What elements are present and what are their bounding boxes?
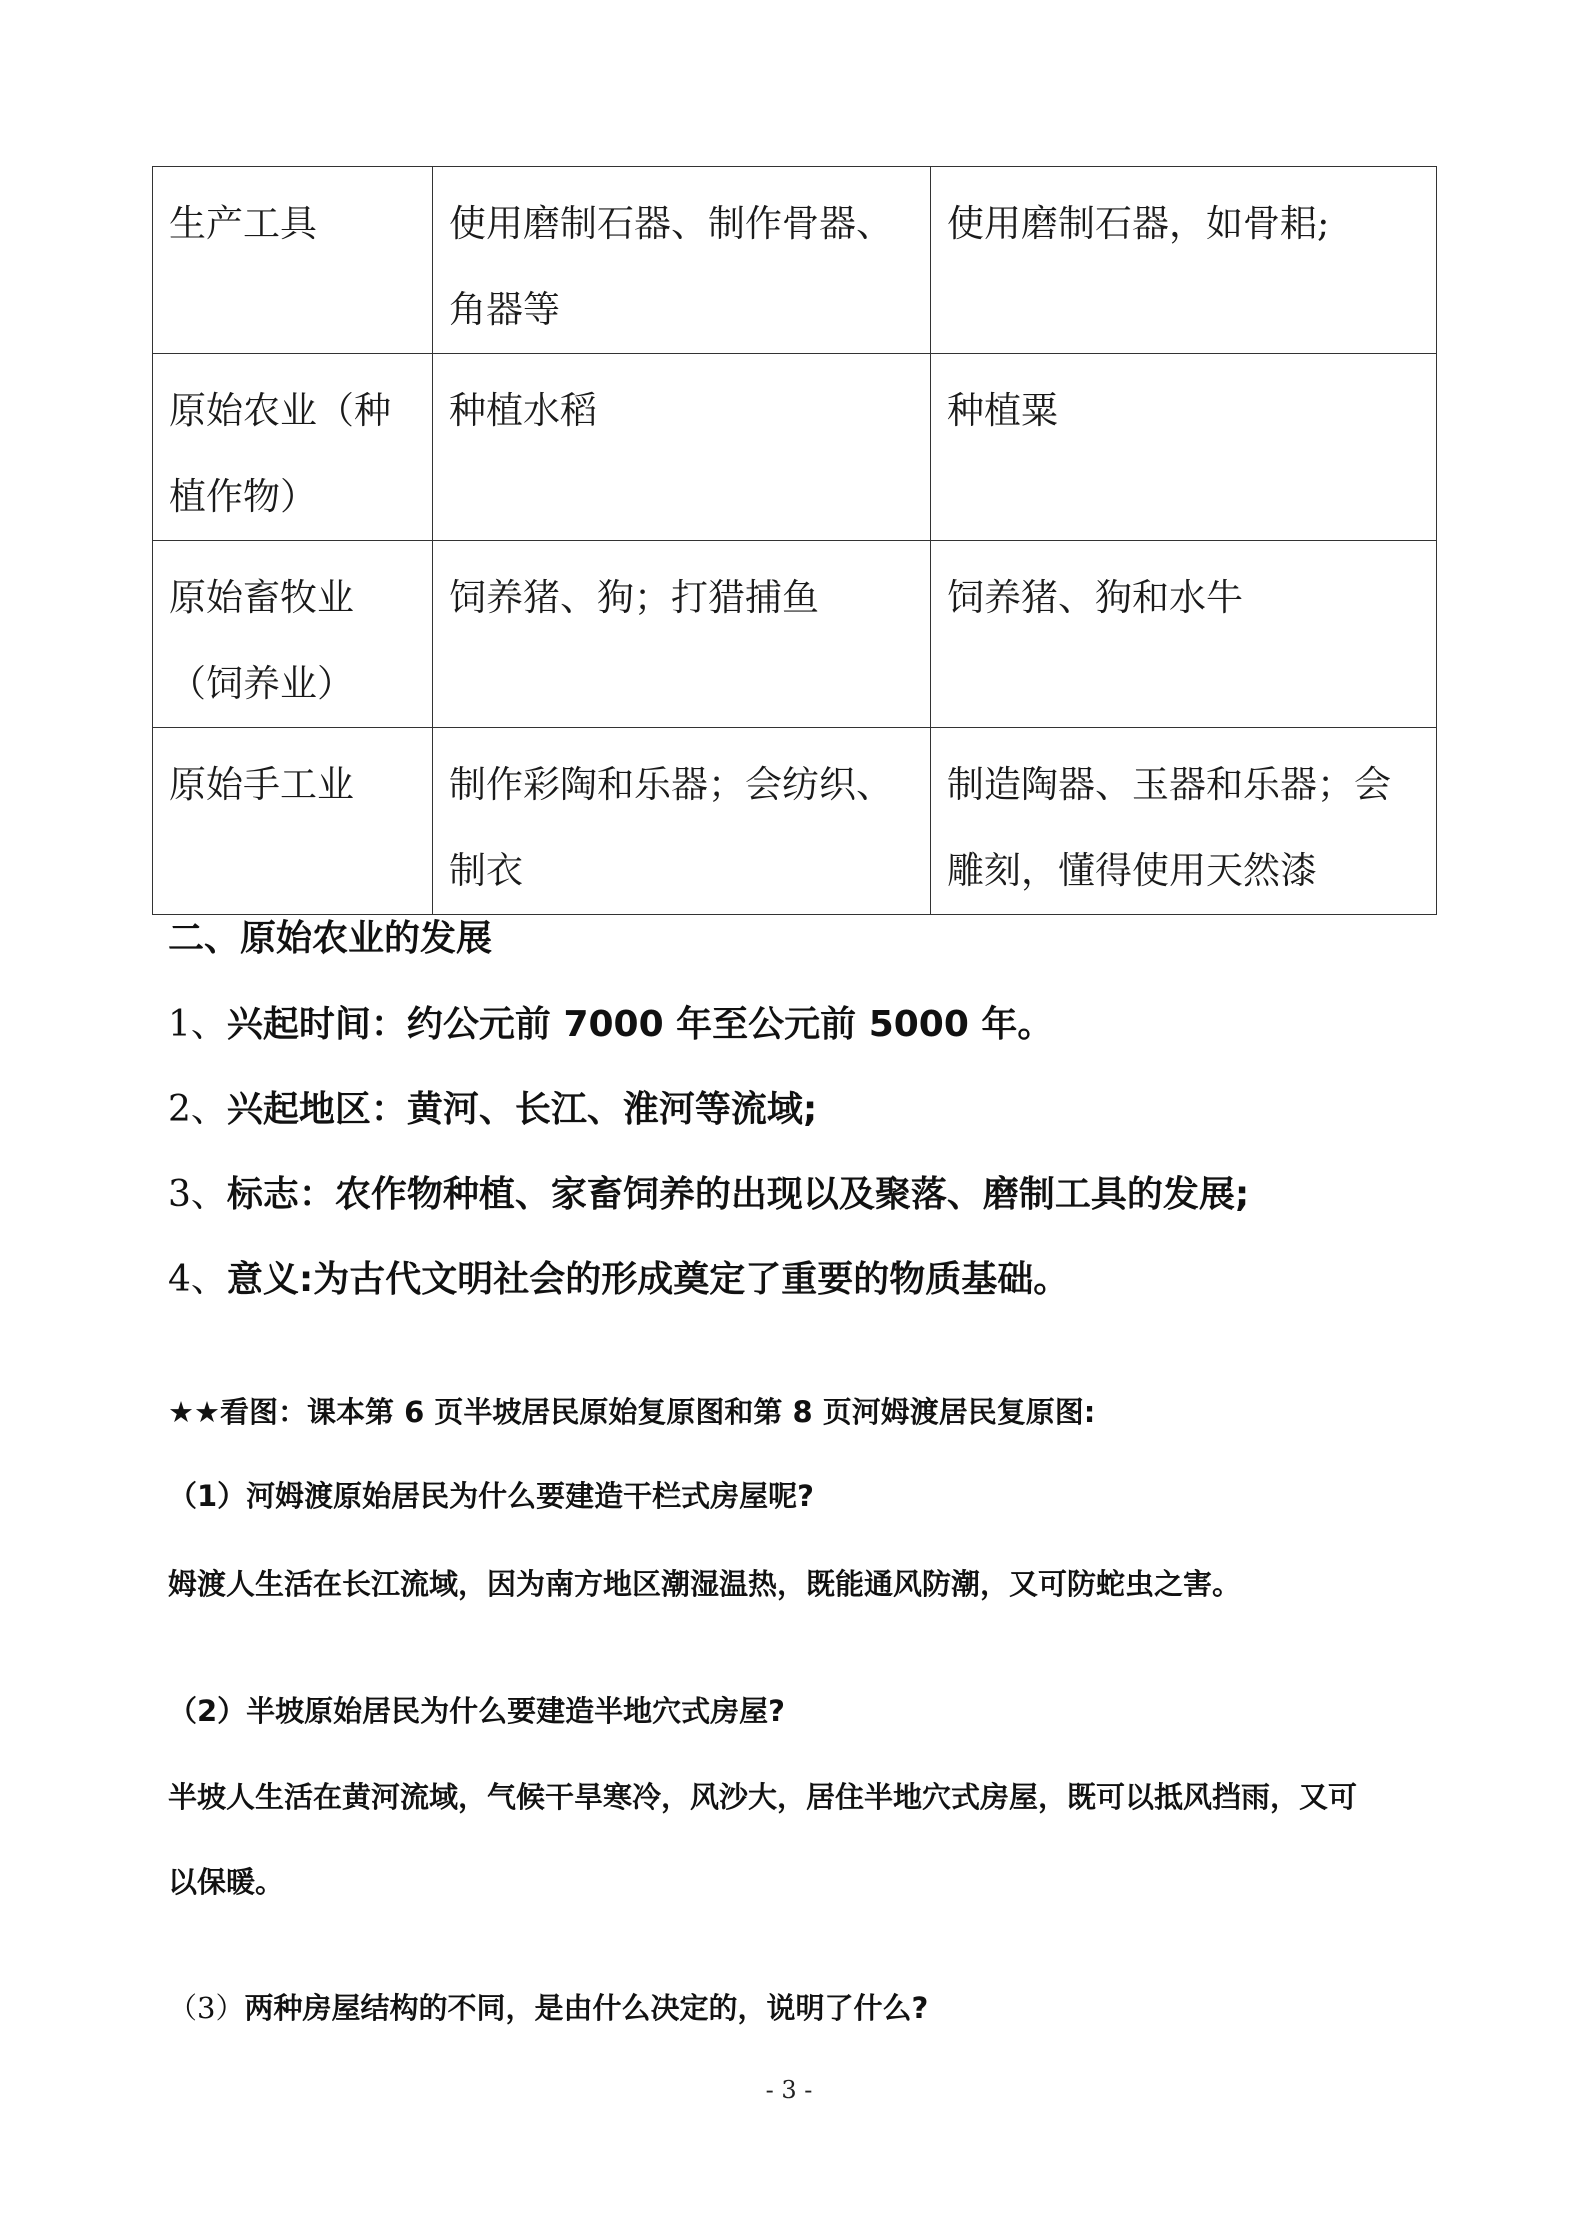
item-number: 1、 (168, 1004, 227, 1045)
question-text: 两种房屋结构的不同，是由什么决定的，说明了什么? (244, 1991, 929, 2025)
table-row (153, 541, 1437, 728)
list-item (168, 996, 1053, 1047)
table-cell: 制作彩陶和乐器；会纺织、制衣 (433, 728, 931, 915)
table-row (153, 167, 1437, 354)
table-cell: 生产工具 (153, 167, 433, 354)
table-cell: 制造陶器、玉器和乐器；会雕刻，懂得使用天然漆 (931, 728, 1437, 915)
list-item (168, 1166, 1249, 1217)
table-row (153, 728, 1437, 915)
answer: 姆渡人生活在长江流域，因为南方地区潮湿温热，既能通风防潮，又可防蛇虫之害。 (168, 1567, 1242, 1601)
list-item (168, 1251, 1069, 1302)
comparison-table (152, 166, 1437, 915)
table-cell: 饲养猪、狗和水牛 (931, 541, 1437, 728)
section-heading: 二、原始农业的发展 (168, 918, 493, 959)
table-cell: 原始农业（种植作物） (153, 354, 433, 541)
question-number: （3） (168, 1991, 245, 2025)
question: （1）河姆渡原始居民为什么要建造干栏式房屋呢? (168, 1479, 815, 1513)
item-text: 兴起时间：约公元前 7000 年至公元前 5000 年。 (226, 1004, 1054, 1045)
table-cell: 饲养猪、狗；打猎捕鱼 (433, 541, 931, 728)
list-item (168, 1081, 817, 1132)
table-cell: 种植水稻 (433, 354, 931, 541)
table-cell: 使用磨制石器，如骨耜; (931, 167, 1437, 354)
item-number: 3、 (168, 1174, 227, 1215)
figure-note: ★★看图：课本第 6 页半坡居民原始复原图和第 8 页河姆渡居民复原图: (168, 1395, 1096, 1429)
item-text: 意义:为古代文明社会的形成奠定了重要的物质基础。 (226, 1259, 1070, 1300)
item-text: 标志：农作物种植、家畜饲养的出现以及聚落、磨制工具的发展; (226, 1174, 1250, 1215)
item-number: 2、 (168, 1089, 227, 1130)
question (168, 1986, 928, 2027)
question: （2）半坡原始居民为什么要建造半地穴式房屋? (168, 1694, 786, 1728)
page-number: - 3 - (765, 2076, 813, 2104)
table-cell: 使用磨制石器、制作骨器、角器等 (433, 167, 931, 354)
item-text: 兴起地区：黄河、长江、淮河等流域; (226, 1089, 818, 1130)
item-number: 4、 (168, 1259, 227, 1300)
answer: 半坡人生活在黄河流域，气候干旱寒冷，风沙大，居住半地穴式房屋，既可以抵风挡雨，又可 (168, 1780, 1358, 1814)
table-cell: 种植粟 (931, 354, 1437, 541)
table-cell: 原始畜牧业（饲养业） (153, 541, 433, 728)
table-row (153, 354, 1437, 541)
answer: 以保暖。 (168, 1865, 285, 1899)
table-cell: 原始手工业 (153, 728, 433, 915)
